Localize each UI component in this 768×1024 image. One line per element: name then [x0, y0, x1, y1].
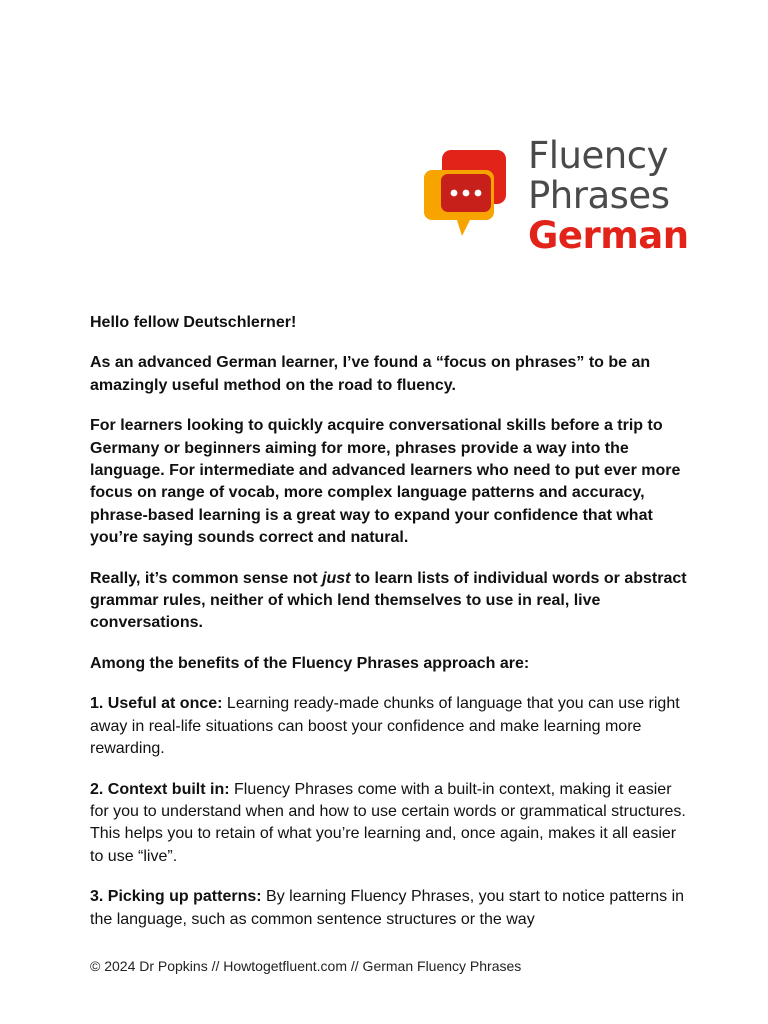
logo-line-phrases: Phrases: [528, 174, 670, 217]
logo-line-german: German: [528, 214, 689, 257]
fluency-phrases-logo: [424, 134, 689, 257]
benefits-intro: Among the benefits of the Fluency Phrases approach are:: [90, 654, 530, 672]
logo-wordmark: [528, 136, 689, 256]
benefit-text: By learning Fluency Phrases, you start to notice patterns in the language, such as common sentence structures or the way: [90, 888, 685, 928]
logo-line-fluency: Fluency: [528, 134, 668, 177]
benefit-title: 1. Useful at once:: [90, 695, 223, 713]
intro-paragraph: As an advanced German learner, I’ve found a “focus on phrases” to be an amazingly useful method on the road to fluency.: [90, 354, 651, 394]
chat-bubbles-icon: [424, 150, 508, 250]
greeting: Hello fellow Deutschlerner!: [90, 314, 297, 331]
common-sense-paragraph: [90, 568, 690, 635]
benefit-text: Learning ready-made chunks of language that you can use right away in real-life situations can boost your confidence and make learning more rewarding.: [90, 695, 680, 758]
benefit-text: Fluency Phrases come with a built-in context, making it easier for you to understand when and how to use certain words or grammatical structures. This helps you to retain of what you’re learning and, once again, makes it all easier to use “live”.: [90, 780, 686, 865]
benefit-item: [90, 886, 690, 931]
benefit-title: 2. Context built in:: [90, 780, 230, 798]
page-footer: © 2024 Dr Popkins // Howtogetfluent.com // German Fluency Phrases: [90, 958, 522, 974]
para3-before: Really, it’s common sense not: [90, 569, 323, 587]
learners-paragraph: For learners looking to quickly acquire conversational skills before a trip to Germany or beginners aiming for more, phrases provide a way into the language. For intermediate and advanced learners who need to put ever more focus on range of vocab, more complex language patterns and accuracy, phrase-based learning is a great way to expand your confidence that what you’re saying sounds correct and natural.: [90, 417, 681, 547]
benefit-item: [90, 779, 690, 869]
benefit-item: [90, 693, 690, 760]
letter-body: [90, 312, 690, 949]
para3-after: to learn lists of individual words or abstract grammar rules, neither of which lend themselves to use in real, live conversations.: [90, 569, 687, 632]
para3-emphasis: just: [322, 569, 351, 587]
benefit-title: 3. Picking up patterns:: [90, 888, 262, 906]
